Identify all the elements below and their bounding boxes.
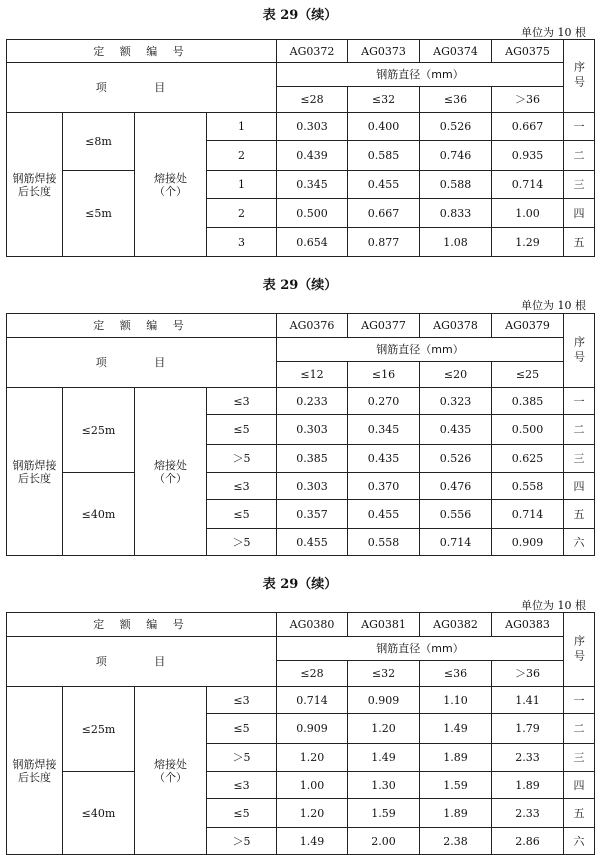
value-cell: 0.385: [492, 388, 564, 415]
value-cell: 0.345: [348, 415, 420, 445]
weld-count-cell: ≤3: [207, 388, 277, 415]
seq-cell: 一: [564, 388, 595, 415]
value-cell: 0.654: [277, 228, 348, 257]
weld-count-cell: ＞5: [207, 744, 277, 772]
value-cell: 0.455: [348, 171, 420, 199]
value-cell: 1.89: [492, 772, 564, 799]
value-cell: 1.89: [420, 799, 492, 828]
diameter-range: ≤32: [348, 87, 420, 113]
value-cell: 0.500: [492, 415, 564, 445]
seq-cell: 五: [564, 799, 595, 828]
value-cell: 0.909: [277, 714, 348, 744]
value-cell: 0.435: [420, 415, 492, 445]
value-cell: 1.29: [492, 228, 564, 257]
weld-count-cell: ≤3: [207, 473, 277, 500]
seq-cell: 二: [564, 141, 595, 171]
value-cell: 1.20: [348, 714, 420, 744]
weld-count-cell: ≤3: [207, 687, 277, 714]
seq-cell: 四: [564, 772, 595, 799]
value-cell: 1.49: [277, 828, 348, 855]
value-cell: 0.935: [492, 141, 564, 171]
seq-label: 序号: [564, 40, 595, 113]
value-cell: 0.303: [277, 415, 348, 445]
seq-cell: 一: [564, 687, 595, 714]
value-cell: 0.526: [420, 445, 492, 473]
length-cell: ≤8m: [63, 113, 135, 171]
header-row-diameter: [7, 338, 595, 362]
value-cell: 0.303: [277, 113, 348, 141]
table-3-title: 表 29（续）: [262, 577, 338, 592]
code-cell: AG0382: [420, 613, 492, 637]
value-cell: 0.435: [348, 445, 420, 473]
table-row: [7, 473, 595, 500]
code-cell: AG0383: [492, 613, 564, 637]
value-cell: 1.10: [420, 687, 492, 714]
seq-cell: 二: [564, 714, 595, 744]
seq-cell: 六: [564, 529, 595, 556]
table-3-unit: 单位为 10 根: [521, 599, 586, 612]
value-cell: 1.41: [492, 687, 564, 714]
value-cell: 2.86: [492, 828, 564, 855]
weld-count-cell: ≤3: [207, 772, 277, 799]
diameter-range: ≤12: [277, 362, 348, 388]
code-cell: AG0381: [348, 613, 420, 637]
code-cell: AG0380: [277, 613, 348, 637]
diameter-range: ≤28: [277, 661, 348, 687]
seq-label: 序号: [564, 613, 595, 687]
table-row: [7, 113, 595, 141]
table-2: [6, 313, 595, 556]
length-cell: ≤25m: [63, 687, 135, 772]
item-label: 项 目: [7, 637, 277, 687]
seq-cell: 四: [564, 473, 595, 500]
diameter-label: 钢筋直径（mm）: [277, 637, 564, 661]
value-cell: 0.625: [492, 445, 564, 473]
code-cell: AG0379: [492, 314, 564, 338]
seq-cell: 五: [564, 500, 595, 529]
table-3: [6, 612, 595, 855]
value-cell: 0.585: [348, 141, 420, 171]
header-row-diameter: [7, 63, 595, 87]
weld-label: 熔接处（个）: [135, 388, 207, 556]
table-1-title: 表 29（续）: [262, 8, 338, 23]
seq-cell: 五: [564, 228, 595, 257]
table-row: [7, 171, 595, 199]
table-2-unit: 单位为 10 根: [521, 299, 586, 312]
weld-count-cell: 1: [207, 171, 277, 199]
item-label: 项 目: [7, 338, 277, 388]
code-cell: AG0378: [420, 314, 492, 338]
value-cell: 0.233: [277, 388, 348, 415]
header-row-codes: [7, 613, 595, 637]
value-cell: 0.476: [420, 473, 492, 500]
code-label: 定 额 编 号: [7, 40, 277, 63]
value-cell: 0.370: [348, 473, 420, 500]
row-category-label: 钢筋焊接后长度: [7, 388, 63, 556]
seq-cell: 三: [564, 171, 595, 199]
value-cell: 0.439: [277, 141, 348, 171]
weld-count-cell: 3: [207, 228, 277, 257]
value-cell: 0.558: [492, 473, 564, 500]
value-cell: 1.00: [277, 772, 348, 799]
table-1-unit: 单位为 10 根: [521, 26, 586, 39]
length-cell: ≤40m: [63, 473, 135, 556]
value-cell: 0.455: [277, 529, 348, 556]
table-1: [6, 39, 595, 257]
diameter-range: ≤16: [348, 362, 420, 388]
table-2-title: 表 29（续）: [262, 278, 338, 293]
value-cell: 0.909: [492, 529, 564, 556]
weld-count-cell: ≤5: [207, 799, 277, 828]
value-cell: 2.00: [348, 828, 420, 855]
value-cell: 2.33: [492, 744, 564, 772]
diameter-label: 钢筋直径（mm）: [277, 63, 564, 87]
seq-label: 序号: [564, 314, 595, 388]
value-cell: 0.270: [348, 388, 420, 415]
diameter-range: ≤36: [420, 661, 492, 687]
value-cell: 0.714: [492, 500, 564, 529]
value-cell: 0.714: [277, 687, 348, 714]
value-cell: 1.59: [348, 799, 420, 828]
diameter-range: ＞36: [492, 661, 564, 687]
value-cell: 2.38: [420, 828, 492, 855]
length-cell: ≤40m: [63, 772, 135, 855]
item-label: 项 目: [7, 63, 277, 113]
weld-count-cell: 2: [207, 199, 277, 228]
diameter-label: 钢筋直径（mm）: [277, 338, 564, 362]
code-cell: AG0377: [348, 314, 420, 338]
header-row-diameter: [7, 637, 595, 661]
value-cell: 1.30: [348, 772, 420, 799]
table-row: [7, 687, 595, 714]
weld-count-cell: ≤5: [207, 500, 277, 529]
seq-cell: 一: [564, 113, 595, 141]
value-cell: 1.08: [420, 228, 492, 257]
value-cell: 0.558: [348, 529, 420, 556]
weld-count-cell: ＞5: [207, 828, 277, 855]
value-cell: 0.455: [348, 500, 420, 529]
value-cell: 0.833: [420, 199, 492, 228]
weld-count-cell: ＞5: [207, 529, 277, 556]
weld-label: 熔接处（个）: [135, 113, 207, 257]
header-row-codes: [7, 40, 595, 63]
value-cell: 0.303: [277, 473, 348, 500]
code-cell: AG0375: [492, 40, 564, 63]
value-cell: 1.49: [348, 744, 420, 772]
value-cell: 0.746: [420, 141, 492, 171]
value-cell: 0.556: [420, 500, 492, 529]
weld-count-cell: ＞5: [207, 445, 277, 473]
diameter-range: ≤25: [492, 362, 564, 388]
code-label: 定 额 编 号: [7, 613, 277, 637]
weld-count-cell: 2: [207, 141, 277, 171]
diameter-range: ≤36: [420, 87, 492, 113]
value-cell: 0.385: [277, 445, 348, 473]
seq-cell: 二: [564, 415, 595, 445]
seq-cell: 三: [564, 445, 595, 473]
value-cell: 2.33: [492, 799, 564, 828]
value-cell: 0.345: [277, 171, 348, 199]
value-cell: 1.89: [420, 744, 492, 772]
value-cell: 1.00: [492, 199, 564, 228]
header-row-codes: [7, 314, 595, 338]
value-cell: 1.20: [277, 799, 348, 828]
value-cell: 0.526: [420, 113, 492, 141]
value-cell: 0.357: [277, 500, 348, 529]
value-cell: 1.59: [420, 772, 492, 799]
value-cell: 0.323: [420, 388, 492, 415]
weld-label: 熔接处（个）: [135, 687, 207, 855]
row-category-label: 钢筋焊接后长度: [7, 113, 63, 257]
value-cell: 0.714: [420, 529, 492, 556]
value-cell: 0.667: [492, 113, 564, 141]
seq-cell: 四: [564, 199, 595, 228]
row-category-label: 钢筋焊接后长度: [7, 687, 63, 855]
code-cell: AG0372: [277, 40, 348, 63]
value-cell: 0.877: [348, 228, 420, 257]
weld-count-cell: ≤5: [207, 415, 277, 445]
value-cell: 0.667: [348, 199, 420, 228]
value-cell: 0.909: [348, 687, 420, 714]
code-label: 定 额 编 号: [7, 314, 277, 338]
value-cell: 0.588: [420, 171, 492, 199]
value-cell: 1.79: [492, 714, 564, 744]
length-cell: ≤5m: [63, 171, 135, 257]
value-cell: 1.49: [420, 714, 492, 744]
weld-count-cell: 1: [207, 113, 277, 141]
diameter-range: ≤20: [420, 362, 492, 388]
value-cell: 0.714: [492, 171, 564, 199]
diameter-range: ≤32: [348, 661, 420, 687]
seq-cell: 三: [564, 744, 595, 772]
value-cell: 1.20: [277, 744, 348, 772]
weld-count-cell: ≤5: [207, 714, 277, 744]
diameter-range: ＞36: [492, 87, 564, 113]
table-row: [7, 772, 595, 799]
value-cell: 0.500: [277, 199, 348, 228]
value-cell: 0.400: [348, 113, 420, 141]
code-cell: AG0374: [420, 40, 492, 63]
seq-cell: 六: [564, 828, 595, 855]
diameter-range: ≤28: [277, 87, 348, 113]
length-cell: ≤25m: [63, 388, 135, 473]
table-row: [7, 388, 595, 415]
code-cell: AG0373: [348, 40, 420, 63]
code-cell: AG0376: [277, 314, 348, 338]
